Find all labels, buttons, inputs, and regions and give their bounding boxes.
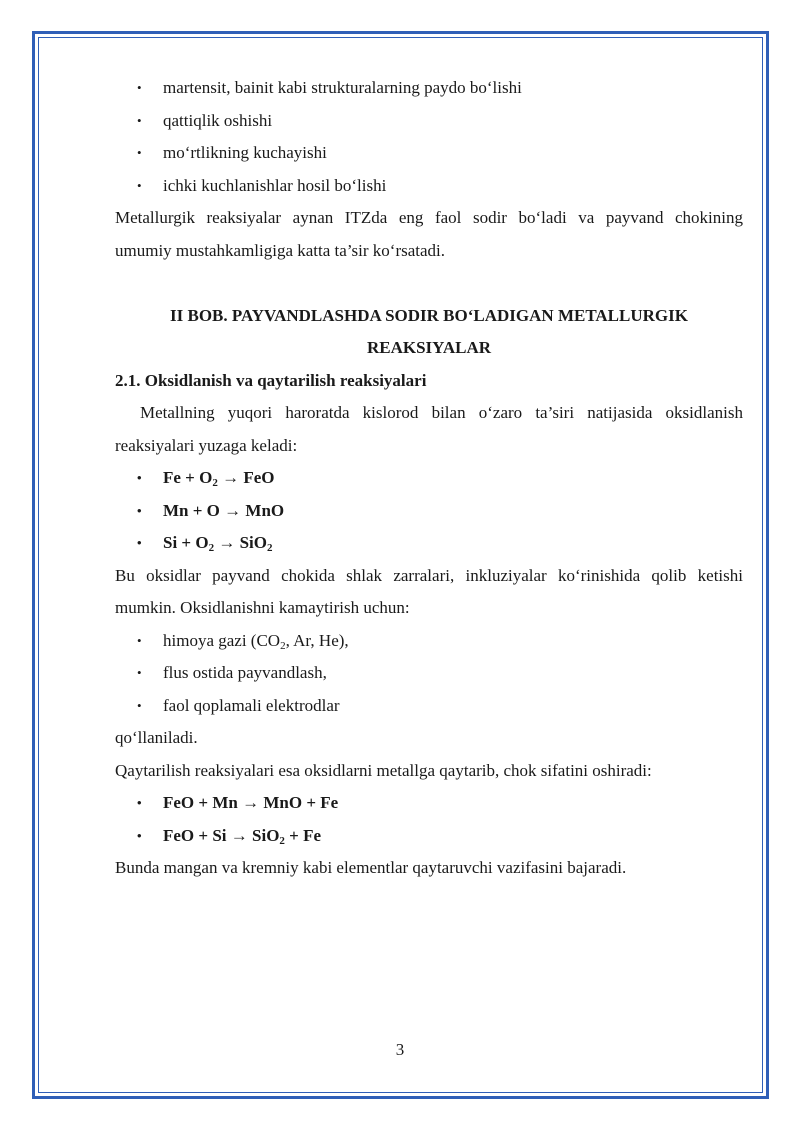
paragraph-line: qo‘llaniladi. [115, 728, 198, 747]
list-item: • flus ostida payvandlash, [115, 657, 743, 690]
list-item: • martensit, bainit kabi strukturalarning paydo bo‘lishi [115, 72, 743, 105]
bullet-icon: • [137, 535, 142, 550]
paragraph-line: Qaytarilish reaksiyalari esa oksidlarni metallga qaytarib, chok sifatini oshiradi: [115, 760, 652, 780]
reaction-item: • FeO + Mn → MnO + Fe [115, 787, 743, 820]
bullet-icon: • [137, 827, 142, 843]
bullet-icon: • [137, 470, 142, 485]
reaction-item: • Mn + O → MnO [115, 495, 743, 528]
bullet-icon: • [137, 80, 142, 95]
section-title: 2.1. Oksidlanish va qaytarilish reaksiyalari [115, 370, 427, 390]
chapter-title-continued: REAKSIYALAR [366, 338, 492, 357]
list-item: • mo‘rtlikning kuchayishi [115, 137, 743, 170]
list-item: • ichki kuchlanishlar hosil bo‘lishi [115, 170, 743, 203]
page-number: 3 [395, 1040, 405, 1059]
bullet-icon: • [137, 665, 142, 680]
paragraph-line: Bunda mangan va kremniy kabi elementlar qaytaruvchi vazifasini bajaradi. [115, 858, 627, 877]
reaction-item: • $Fe + O_2$ → FeO [115, 462, 743, 495]
bullet-icon: • [137, 145, 142, 160]
spacer [115, 267, 743, 300]
paragraph-line: Metallning yuqori haroratda kislorod bilan o‘zaro ta’siri natijasida oksidlanish [140, 403, 743, 422]
bullet-icon: • [137, 697, 142, 713]
chapter-title: II BOB. PAYVANDLASHDA SODIR BO‘LADIGAN METALLURGIK [170, 305, 688, 325]
paragraph-line: umumiy mustahkamligiga katta ta’sir ko‘rsatadi. [115, 240, 446, 260]
reaction-item: • $Si + O_2 \to SiO_2$ [115, 527, 743, 560]
bullet-icon: • [137, 177, 142, 193]
bullet-icon: • [137, 795, 142, 810]
bullet-icon: • [137, 632, 142, 648]
paragraph-line: Bu oksidlar payvand chokida shlak zarralari, inkluziyalar ko‘rinishida qolib ketishi [115, 565, 743, 585]
list-item: • qattiqlik oshishi [115, 105, 743, 138]
paragraph-line: Metallurgik reaksiyalar aynan ITZda eng faol sodir bo‘ladi va payvand chokining [115, 208, 743, 227]
list-item: • himoya gazi ($CO_2$, Ar, He), [115, 625, 743, 658]
list-item: • faol qoplamali elektrodlar [115, 690, 743, 723]
document-body [115, 72, 743, 885]
bullet-icon: • [137, 502, 142, 518]
paragraph-line: reaksiyalari yuzaga keladi: [115, 435, 298, 455]
paragraph-line: mumkin. Oksidlanishni kamaytirish uchun: [115, 598, 410, 617]
bullet-icon: • [137, 112, 142, 128]
reaction-item: • FeO + Si → SiO$_2$ + Fe [115, 820, 743, 853]
